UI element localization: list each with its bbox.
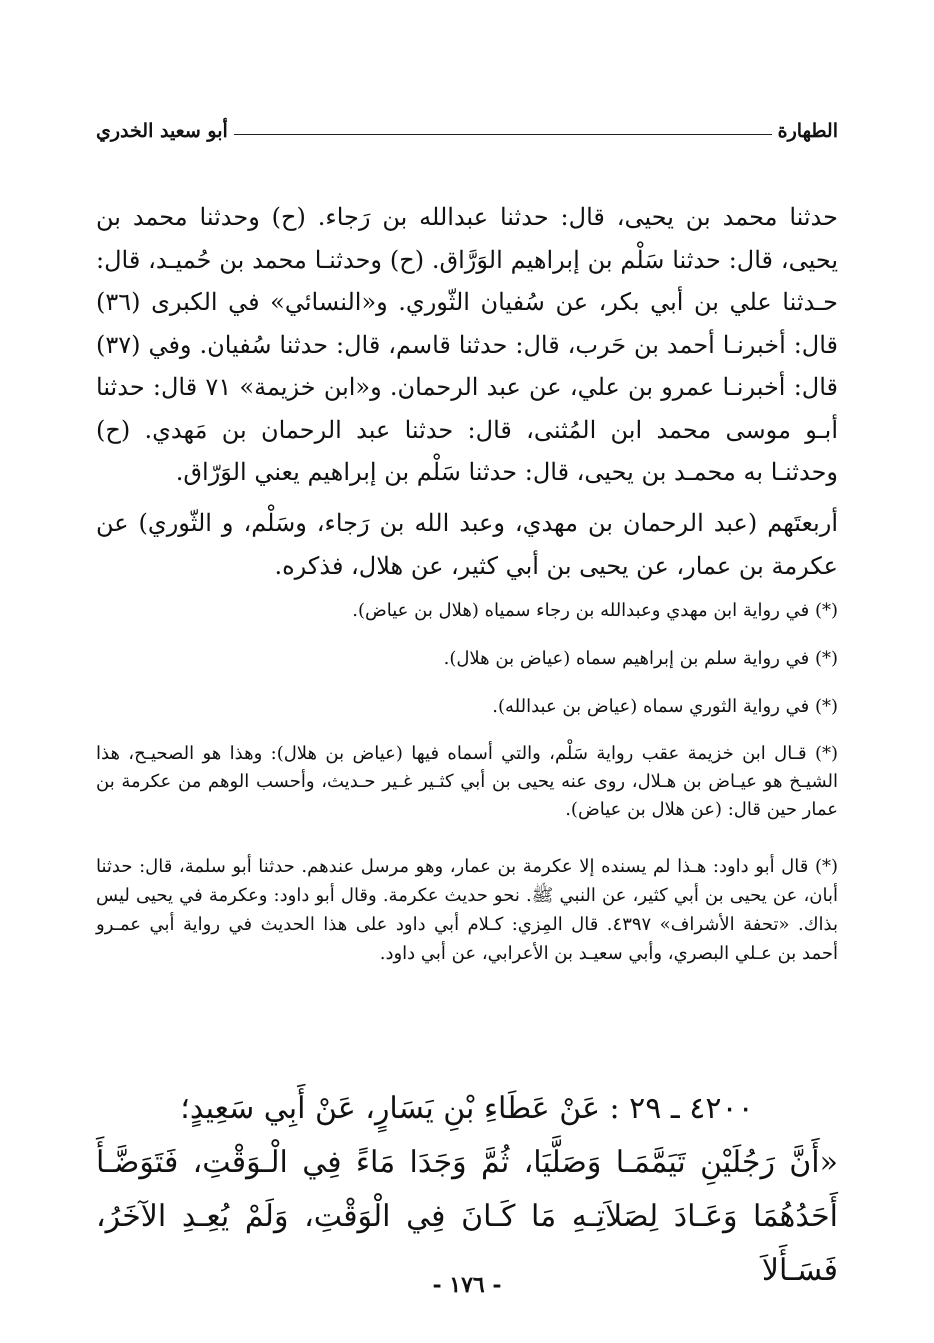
hadith-section (96, 1082, 838, 1298)
hadith-text: «أَنَّ رَجُلَيْنِ تَيَمَّمَـا وَصَلَّيَا، ثُمَّ وَجَدَا مَاءً فِي الْـوَقْتِ، فَتَوَضَّـأَ أَحَدُهُمَا وَعَـادَ لِصَلاَتِـهِ مَا كَـانَ فِي الْوَقْتِ، وَلَمْ يُعِـدِ الآخَرُ، فَسَـأَلاَ (96, 1145, 838, 1288)
note-item: (*) في رواية سلم بن إبراهيم سماه (عياض بن هلال). (443, 648, 838, 669)
hadith-title: ٤٢٠٠ ـ ٢٩ : عَنْ عَطَاءِ بْنِ يَسَارٍ، عَنْ أَبِي سَعِيدٍ؛ (180, 1091, 754, 1126)
isnad-paragraph: حدثنا محمد بن يحيى، قال: حدثنا عبدالله بن رَجاء. (ح) وحدثنا محمد بن يحيى، قال: حدثنا سَلْم بن إبراهيم الوَرَّاق. (ح) وحدثنـا محمد بن حُميـد، قال: حـدثنا علي بن أبي بكر، عن سُفيان الثّوري. و«النسائي» في الكبرى (٣٦) قال: أخبرنـا أحمد بن حَرب، قال: حدثنا قاسم، قال: حدثنا سُفيان. وفي (٣٧) قال: أخبرنـا عمرو بن علي، عن عبد الرحمان. و«ابن خزيمة» ٧١ قال: حدثنا أبـو موسى محمد ابن المُثنى، قال: حدثنا عبد الرحمان بن مَهدي. (ح) وحدثنـا به محمـد بن يحيى، قال: حدثنا سَلْم بن إبراهيم يعني الوَرّاق. (96, 203, 839, 486)
note-item: (*) قال أبو داود: هـذا لم يسنده إلا عكرمة بن عمار، وهو مرسل عندهم. حدثنا أبو سلمة، قال: حدثنا أبان، عن يحيى بن أبي كثير، عن النبي ﷺ. نحو حديث عكرمة. وقال أبو داود: وعكرمة في يحيى ليس بذاك. «تحفة الأشراف» ٤٣٩٧. قال المِزي: كـلام أبي داود على هذا الحديث في رواية أبي عمـرو أحمد بن عـلي البصري، وأبي سعيـد بن الأعرابي، عن أبي داود. (96, 856, 838, 964)
page-number: - ١٧٦ - (432, 1272, 502, 1298)
narrator-title: أبو سعيد الخدري (96, 120, 228, 142)
running-header (96, 112, 838, 142)
note-item: (*) في رواية ابن مهدي وعبدالله بن رجاء سمياه (هلال بن عياض). (352, 600, 838, 621)
header-rule (234, 134, 772, 135)
chapter-title: الطهارة (777, 120, 838, 142)
summary-paragraph: أربعتَهم (عبد الرحمان بن مهدي، وعبد الله بن رَجاء، وسَلْم، و الثّوري) عن عكرمة بن عمار، عن يحيى بن أبي كثير، عن هلال، فذكره. (96, 509, 838, 580)
note-item: (*) في رواية الثوري سماه (عياض بن عبدالله). (492, 696, 838, 717)
note-item: (*) قـال ابن خزيمة عقب رواية سَلْم، والتي أسماه فيها (عياض بن هلال): وهذا هو الصحيـح، هذا الشيـخ هو عيـاض بن هـلال، روى عنه يحيى بن أبي كثـير غـير حـديث، وأحسب الوهم من عكرمة بن عمار حين قال: (عن هلال بن عياض). (96, 743, 838, 820)
